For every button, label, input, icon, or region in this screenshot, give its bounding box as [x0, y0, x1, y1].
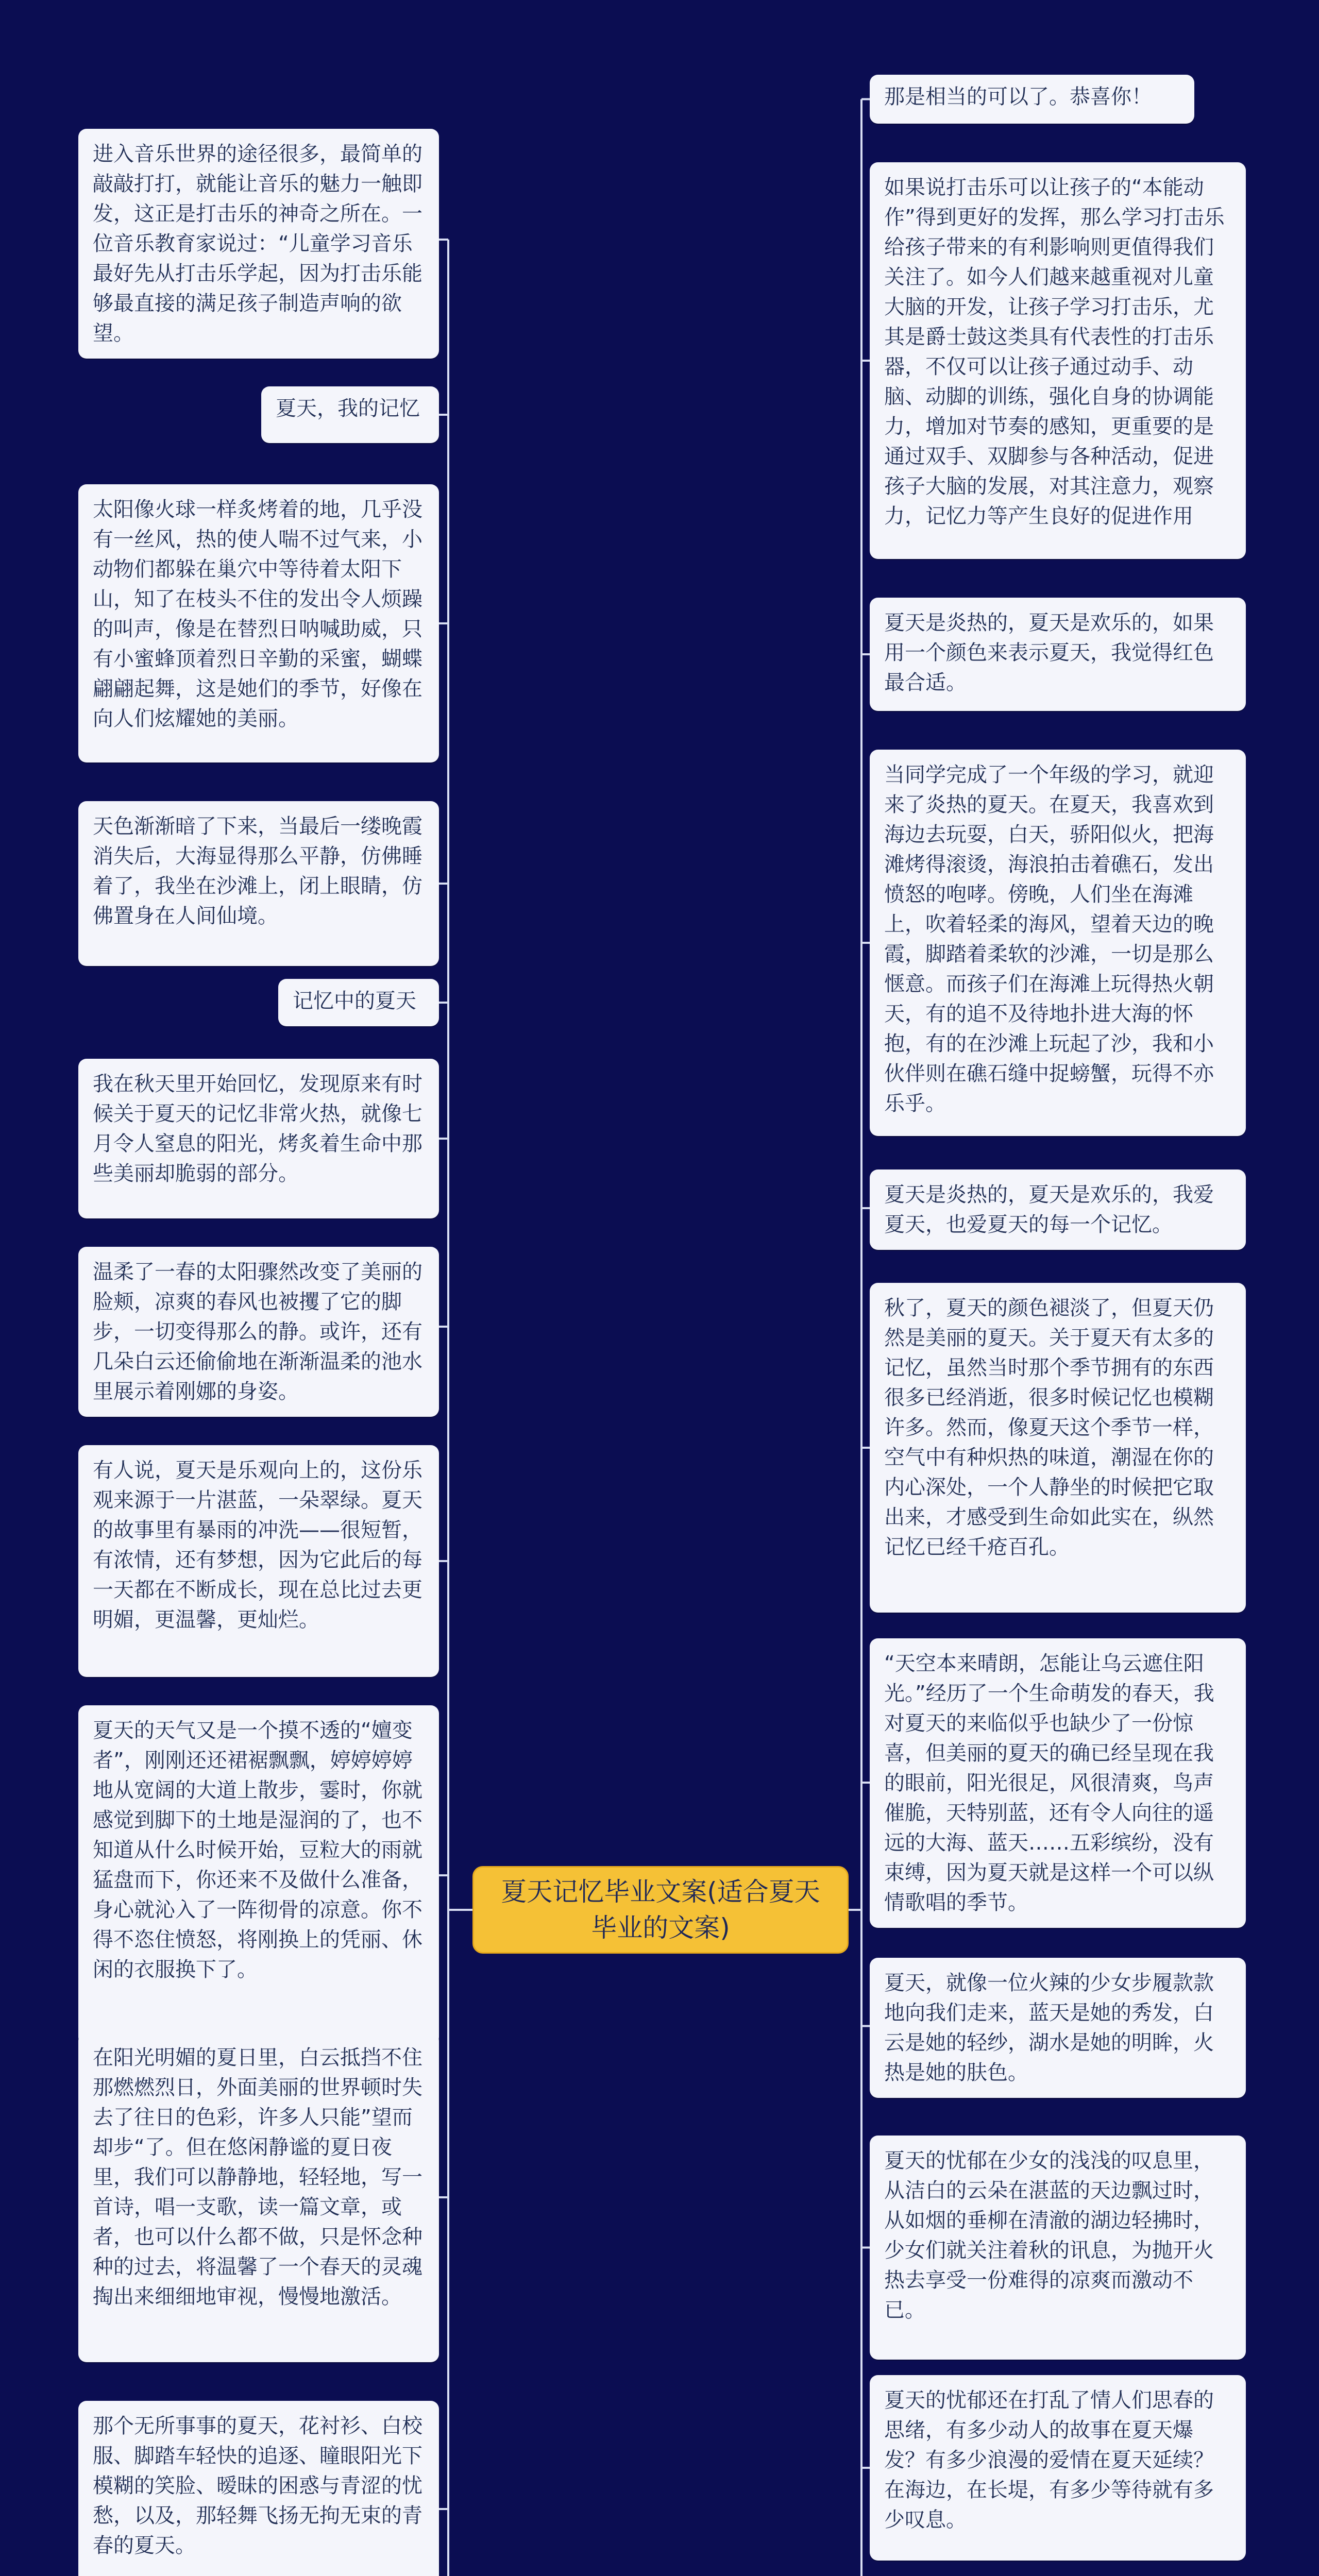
left-topic-text: 那个无所事事的夏天，花衬衫、白校服、脚踏车轻快的追逐、瞳眼阳光下模糊的笑脸、暧昧的困惑与青涩的忧愁，以及，那轻舞飞扬无拘无束的青春的夏天。: [93, 2414, 422, 2557]
left-topic-text: 我在秋天里开始回忆，发现原来有时候关于夏天的记忆非常火热，就像七月令人窒息的阳光，烤炙着生命中那些美丽却脆弱的部分。: [93, 1072, 422, 1185]
right-topic-text: 当同学完成了一个年级的学习，就迎来了炎热的夏天。在夏天，我喜欢到海边去玩耍，白天，骄阳似火，把海滩烤得滚烫，海浪拍击着礁石，发出愤怒的咆哮。傍晚，人们坐在海滩上，吹着轻柔的海风，望着天边的晚霞，脚踏着柔软的沙滩，一切是那么惬意。而孩子们在海滩上玩得热火朝天，有的追不及待地扑进大海的怀抱，有的在沙滩上玩起了沙，我和小伙伴则在礁石缝中捉螃蟹，玩得不亦乐乎。: [884, 763, 1214, 1115]
left-topic-node[interactable]: [78, 1705, 439, 2045]
right-topic-node[interactable]: [870, 1638, 1246, 1928]
right-topic-node[interactable]: [870, 2136, 1246, 2360]
left-topic-text: 夏天，我的记忆: [276, 397, 420, 420]
right-topic-node[interactable]: [870, 1958, 1246, 2098]
left-topic-node[interactable]: [78, 801, 439, 966]
right-topic-text: 夏天是炎热的，夏天是欢乐的，如果用一个颜色来表示夏天，我觉得红色最合适。: [884, 611, 1214, 694]
central-topic-label: 夏天记忆毕业文案(适合夏天毕业的文案): [501, 1877, 820, 1943]
left-topic-text: 进入音乐世界的途径很多，最简单的敲敲打打，就能让音乐的魅力一触即发，这正是打击乐的神奇之所在。一位音乐教育家说过：“儿童学习音乐最好先从打击乐学起，因为打击乐能够最直接的满足孩子制造声响的欲望。: [93, 142, 422, 345]
right-topic-text: “天空本来晴朗，怎能让乌云遮住阳光。”经历了一个生命萌发的春天，我对夏天的来临似乎也缺少了一份惊喜，但美丽的夏天的确已经呈现在我的眼前，阳光很足，风很清爽，鸟声催脆，天特别蓝，还有令人向往的遥远的大海、蓝天……五彩缤纷，没有束缚，因为夏天就是这样一个可以纵情歌唱的季节。: [884, 1652, 1214, 1914]
left-topic-node[interactable]: [78, 1445, 439, 1677]
left-topic-text: 太阳像火球一样炙烤着的地，几乎没有一丝风，热的使人喘不过气来，小动物们都躲在巢穴中等待着太阳下山，知了在枝头不住的发出令人烦躁的叫声，像是在替烈日呐喊助威，只有小蜜蜂顶着烈日辛勤的采蜜，蝴蝶翩翩起舞，这是她们的季节，好像在向人们炫耀她的美丽。: [93, 498, 422, 731]
left-topic-text: 在阳光明媚的夏日里，白云抵挡不住那燃燃烈日，外面美丽的世界顿时失去了往日的色彩，许多人只能”望而却步“了。但在悠闲静谧的夏日夜里，我们可以静静地，轻轻地，写一首诗，唱一支歌，读一篇文章，或者，也可以什么都不做，只是怀念种种的过去，将温馨了一个春天的灵魂掏出来细细地审视，慢慢地激活。: [93, 2046, 422, 2309]
right-topic-text: 夏天的忧郁还在打乱了情人们思春的思绪，有多少动人的故事在夏天爆发？有多少浪漫的爱情在夏天延续？在海边，在长堤，有多少等待就有多少叹息。: [884, 2388, 1214, 2532]
right-topic-node[interactable]: [870, 1283, 1246, 1613]
right-topic-text: 那是相当的可以了。恭喜你！: [884, 85, 1152, 109]
left-topic-text: 记忆中的夏天: [293, 989, 416, 1013]
left-topic-text: 夏天的天气又是一个摸不透的“嬗变者”，刚刚还还裙裾飘飘，婷婷婷婷地从宽阔的大道上散步，霎时，你就感觉到脚下的土地是湿润的了，也不知道从什么时候开始，豆粒大的雨就猛盘而下，你还来不及做什么准备，身心就沁入了一阵彻骨的凉意。你不得不恣住愤怒，将刚换上的凭丽、休闲的衣服换下了。: [93, 1719, 422, 1981]
left-topic-node[interactable]: [78, 2032, 439, 2362]
left-topic-node[interactable]: [78, 2401, 439, 2576]
right-topic-node[interactable]: [870, 750, 1246, 1136]
right-topic-text: 夏天的忧郁在少女的浅浅的叹息里，从洁白的云朵在湛蓝的天边飘过时，从如烟的垂柳在清澈的湖边轻拂时，少女们就关注着秋的讯息，为抛开火热去享受一份难得的凉爽而激动不已。: [884, 2149, 1214, 2322]
right-topic-node[interactable]: [870, 2375, 1246, 2561]
left-topic-text: 温柔了一春的太阳骤然改变了美丽的脸颊，凉爽的春风也被攫了它的脚步，一切变得那么的静。或许，还有几朵白云还偷偷地在渐渐温柔的池水里展示着刚娜的身姿。: [93, 1260, 422, 1403]
right-topic-text: 如果说打击乐可以让孩子的“本能动作”得到更好的发挥，那么学习打击乐给孩子带来的有利影响则更值得我们关注了。如今人们越来越重视对儿童大脑的开发，让孩子学习打击乐，尤其是爵士鼓这类具有代表性的打击乐器，不仅可以让孩子通过动手、动脑、动脚的训练，强化自身的协调能力，增加对节奏的感知，更重要的是通过双手、双脚参与各种活动，促进孩子大脑的发展，对其注意力，观察力，记忆力等产生良好的促进作用: [884, 176, 1225, 528]
left-topic-node[interactable]: [261, 386, 439, 443]
left-topic-node[interactable]: [78, 1247, 439, 1417]
left-topic-text: 有人说，夏天是乐观向上的，这份乐观来源于一片湛蓝，一朵翠绿。夏天的故事里有暴雨的冲洗——很短暂，有浓情，还有梦想，因为它此后的每一天都在不断成长，现在总比过去更明媚，更温馨，更灿烂。: [93, 1459, 422, 1632]
right-topic-node[interactable]: [870, 75, 1194, 124]
right-topic-node[interactable]: [870, 598, 1246, 711]
left-topic-node[interactable]: [78, 484, 439, 762]
left-topic-node[interactable]: [78, 1059, 439, 1218]
right-topic-text: 夏天是炎热的，夏天是欢乐的，我爱夏天，也爱夏天的每一个记忆。: [884, 1183, 1214, 1236]
right-topic-text: 秋了，夏天的颜色褪淡了，但夏天仍然是美丽的夏天。关于夏天有太多的记忆，虽然当时那个季节拥有的东西很多已经消逝，很多时候记忆也模糊许多。然而，像夏天这个季节一样，空气中有种炽热的味道，潮湿在你的内心深处，一个人静坐的时候把它取出来，才感受到生命如此实在，纵然记忆已经千疮百孔。: [884, 1296, 1214, 1559]
central-topic[interactable]: [472, 1866, 849, 1954]
right-topic-node[interactable]: [870, 1170, 1246, 1250]
right-topic-text: 夏天，就像一位火辣的少女步履款款地向我们走来，蓝天是她的秀发，白云是她的轻纱，湖水是她的明眸，火热是她的肤色。: [884, 1971, 1214, 2084]
left-topic-text: 天色渐渐暗了下来，当最后一缕晚霞消失后，大海显得那么平静，仿佛睡着了，我坐在沙滩上，闭上眼睛，仿佛置身在人间仙境。: [93, 815, 422, 928]
left-topic-node[interactable]: [78, 129, 439, 359]
left-topic-node[interactable]: [278, 979, 439, 1026]
right-topic-node[interactable]: [870, 162, 1246, 559]
